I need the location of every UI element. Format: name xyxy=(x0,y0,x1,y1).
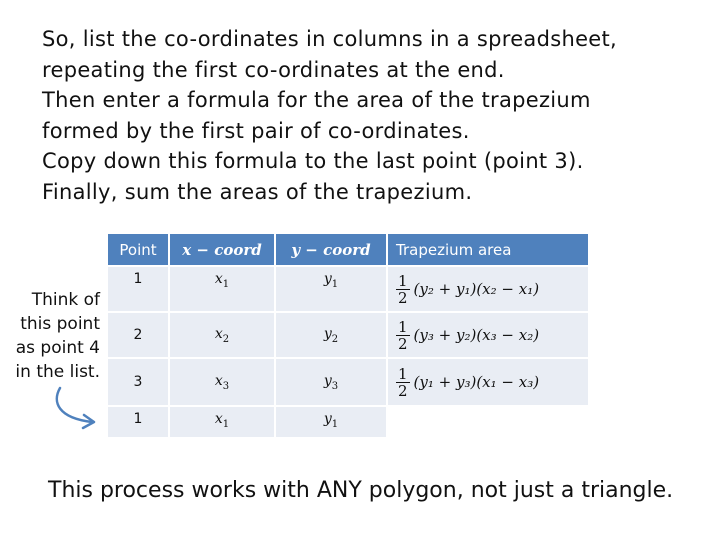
x-coord-cell: $x_1$ xyxy=(170,267,274,311)
area-formula: $\frac{1}{2}$ (y₁ + y₃)(x₁ − x₃) xyxy=(398,364,540,400)
instruction-line: Copy down this formula to the last point (point 3). xyxy=(42,149,584,173)
footer-note: This process works with ANY polygon, not just a triangle. xyxy=(48,478,674,503)
point-cell: 1 xyxy=(108,267,168,311)
table-row xyxy=(108,359,588,405)
header-point: Point xyxy=(108,234,168,265)
instruction-line: formed by the first pair of co-ordinates. xyxy=(42,118,470,143)
area-formula-cell xyxy=(388,267,588,311)
area-formula: $\frac{1}{2}$ (y₃ + y₂)(x₃ − x₂) xyxy=(398,317,540,353)
point-cell: 1 xyxy=(108,407,168,437)
y-coord-cell: $y_3$ xyxy=(276,359,386,405)
x-coord-cell: $x_1$ xyxy=(170,407,274,437)
side-note-line: as point 4 xyxy=(15,338,100,358)
side-note xyxy=(8,288,100,384)
side-note-line: in the list. xyxy=(15,362,100,382)
x-coord-cell: $x_3$ xyxy=(170,359,274,405)
table-header-row xyxy=(108,234,588,265)
area-formula-cell xyxy=(388,313,588,357)
instruction-line: Finally, sum the areas of the trapezium. xyxy=(42,179,473,204)
instruction-line: Then enter a formula for the area of the trapezium xyxy=(42,88,591,112)
x-coord-cell: $x_2$ xyxy=(170,313,274,357)
header-y-coord: y − coord xyxy=(276,234,386,265)
table-row xyxy=(108,407,386,437)
table-row xyxy=(108,267,588,311)
table-row xyxy=(108,313,588,357)
area-formula: $\frac{1}{2}$ (y₂ + y₁)(x₂ − x₁) xyxy=(398,271,540,307)
point-cell: 2 xyxy=(108,313,168,357)
y-coord-cell: $y_1$ xyxy=(276,267,386,311)
curved-arrow-icon xyxy=(48,384,108,434)
point-cell: 3 xyxy=(108,359,168,405)
area-formula-cell xyxy=(388,359,588,405)
y-coord-cell: $y_2$ xyxy=(276,313,386,357)
instruction-line: So, list the co-ordinates in columns in a spreadsheet, xyxy=(42,27,618,51)
instruction-line: repeating the first co-ordinates at the end. xyxy=(42,57,505,82)
instructions-text xyxy=(42,24,702,207)
header-trapezium-area: Trapezium area xyxy=(388,234,588,265)
y-coord-cell: $y_1$ xyxy=(276,407,386,437)
side-note-line: this point xyxy=(20,314,100,334)
side-note-line: Think of xyxy=(31,290,100,310)
header-x-coord: x − coord xyxy=(170,234,274,265)
